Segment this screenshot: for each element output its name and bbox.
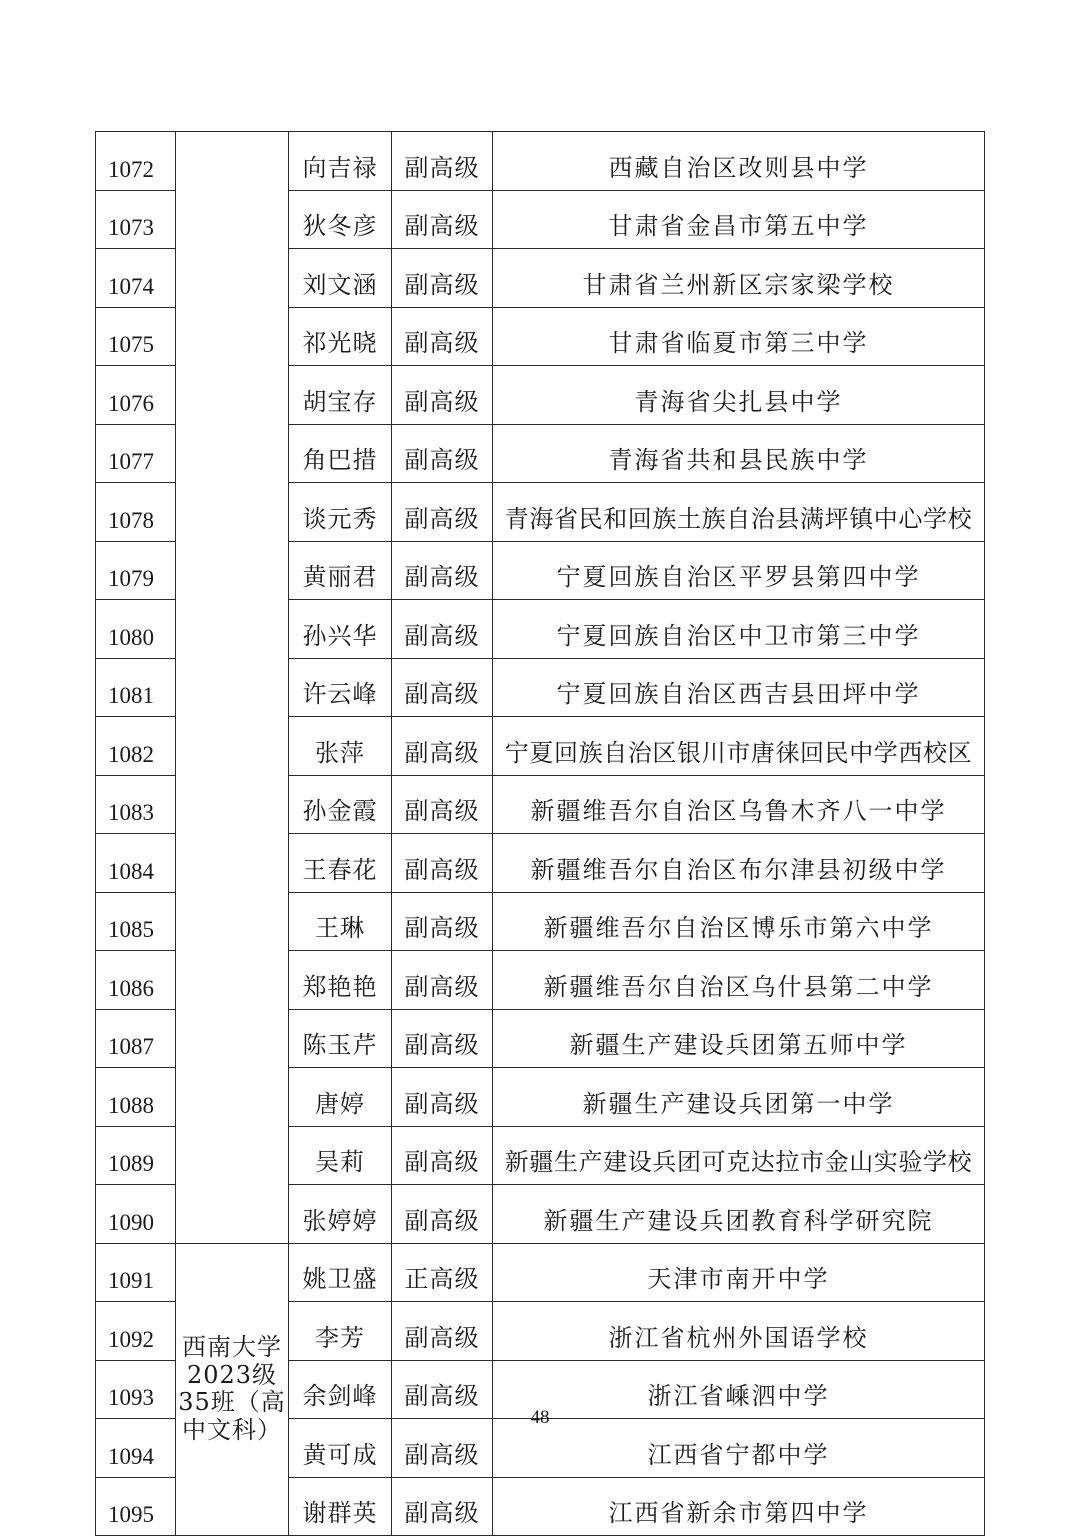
- school-name: 宁夏回族自治区平罗县第四中学: [493, 541, 985, 600]
- row-number: 1073: [96, 190, 176, 249]
- teacher-name: 谢群英: [289, 1477, 392, 1536]
- school-name: 新疆维吾尔自治区布尔津县初级中学: [493, 834, 985, 893]
- school-name: 新疆生产建设兵团第五师中学: [493, 1009, 985, 1068]
- teacher-name: 姚卫盛: [289, 1243, 392, 1302]
- professional-title: 副高级: [392, 483, 493, 542]
- class-group-cell: [176, 132, 289, 1244]
- professional-title: 副高级: [392, 1302, 493, 1361]
- teacher-name: 许云峰: [289, 658, 392, 717]
- row-number: 1091: [96, 1243, 176, 1302]
- school-name: 青海省民和回族土族自治县满坪镇中心学校: [493, 483, 985, 542]
- teacher-name: 向吉禄: [289, 132, 392, 191]
- school-name: 新疆维吾尔自治区乌什县第二中学: [493, 951, 985, 1010]
- teacher-name: 王琳: [289, 892, 392, 951]
- school-name: 青海省尖扎县中学: [493, 366, 985, 425]
- school-name: 宁夏回族自治区中卫市第三中学: [493, 600, 985, 659]
- professional-title: 副高级: [392, 132, 493, 191]
- school-name: 天津市南开中学: [493, 1243, 985, 1302]
- row-number: 1095: [96, 1477, 176, 1536]
- row-number: 1086: [96, 951, 176, 1010]
- teacher-name: 孙兴华: [289, 600, 392, 659]
- row-number: 1090: [96, 1185, 176, 1244]
- row-number: 1074: [96, 249, 176, 308]
- school-name: 甘肃省兰州新区宗家梁学校: [493, 249, 985, 308]
- teacher-name: 谈元秀: [289, 483, 392, 542]
- teacher-name: 张萍: [289, 717, 392, 776]
- teacher-name: 祁光晓: [289, 307, 392, 366]
- teacher-name: 郑艳艳: [289, 951, 392, 1010]
- row-number: 1084: [96, 834, 176, 893]
- roster-table: [95, 131, 985, 1536]
- professional-title: 副高级: [392, 892, 493, 951]
- class-group-cell: 西南大学2023级35班（高中文科）: [176, 1243, 289, 1536]
- professional-title: 副高级: [392, 366, 493, 425]
- row-number: 1089: [96, 1126, 176, 1185]
- school-name: 甘肃省临夏市第三中学: [493, 307, 985, 366]
- teacher-name: 吴莉: [289, 1126, 392, 1185]
- professional-title: 副高级: [392, 307, 493, 366]
- row-number: 1083: [96, 775, 176, 834]
- teacher-name: 陈玉芹: [289, 1009, 392, 1068]
- teacher-name: 王春花: [289, 834, 392, 893]
- teacher-name: 角巴措: [289, 424, 392, 483]
- school-name: 新疆生产建设兵团教育科学研究院: [493, 1185, 985, 1244]
- professional-title: 正高级: [392, 1243, 493, 1302]
- professional-title: 副高级: [392, 1009, 493, 1068]
- school-name: 新疆维吾尔自治区博乐市第六中学: [493, 892, 985, 951]
- teacher-name: 刘文涵: [289, 249, 392, 308]
- professional-title: 副高级: [392, 1185, 493, 1244]
- row-number: 1087: [96, 1009, 176, 1068]
- row-number: 1082: [96, 717, 176, 776]
- row-number: 1088: [96, 1068, 176, 1127]
- row-number: 1078: [96, 483, 176, 542]
- school-name: 江西省新余市第四中学: [493, 1477, 985, 1536]
- row-number: 1093: [96, 1360, 176, 1419]
- school-name: 新疆生产建设兵团可克达拉市金山实验学校: [493, 1126, 985, 1185]
- professional-title: 副高级: [392, 951, 493, 1010]
- row-number: 1081: [96, 658, 176, 717]
- school-name: 江西省宁都中学: [493, 1419, 985, 1478]
- teacher-name: 胡宝存: [289, 366, 392, 425]
- row-number: 1080: [96, 600, 176, 659]
- teacher-name: 黄可成: [289, 1419, 392, 1478]
- table-row: [96, 132, 985, 191]
- professional-title: 副高级: [392, 1477, 493, 1536]
- school-name: 宁夏回族自治区银川市唐徕回民中学西校区: [493, 717, 985, 776]
- professional-title: 副高级: [392, 424, 493, 483]
- teacher-name: 张婷婷: [289, 1185, 392, 1244]
- row-number: 1085: [96, 892, 176, 951]
- teacher-name: 余剑峰: [289, 1360, 392, 1419]
- school-name: 宁夏回族自治区西吉县田坪中学: [493, 658, 985, 717]
- school-name: 西藏自治区改则县中学: [493, 132, 985, 191]
- teacher-name: 黄丽君: [289, 541, 392, 600]
- teacher-name: 孙金霞: [289, 775, 392, 834]
- row-number: 1072: [96, 132, 176, 191]
- professional-title: 副高级: [392, 1126, 493, 1185]
- professional-title: 副高级: [392, 600, 493, 659]
- row-number: 1092: [96, 1302, 176, 1361]
- school-name: 浙江省杭州外国语学校: [493, 1302, 985, 1361]
- professional-title: 副高级: [392, 190, 493, 249]
- table-row: [96, 1243, 985, 1302]
- row-number: 1079: [96, 541, 176, 600]
- professional-title: 副高级: [392, 775, 493, 834]
- professional-title: 副高级: [392, 658, 493, 717]
- school-name: 新疆生产建设兵团第一中学: [493, 1068, 985, 1127]
- roster-body: [96, 132, 985, 1536]
- teacher-name: 唐婷: [289, 1068, 392, 1127]
- professional-title: 副高级: [392, 1360, 493, 1419]
- professional-title: 副高级: [392, 717, 493, 776]
- row-number: 1077: [96, 424, 176, 483]
- professional-title: 副高级: [392, 1068, 493, 1127]
- school-name: 青海省共和县民族中学: [493, 424, 985, 483]
- teacher-name: 狄冬彦: [289, 190, 392, 249]
- professional-title: 副高级: [392, 249, 493, 308]
- professional-title: 副高级: [392, 1419, 493, 1478]
- teacher-name: 李芳: [289, 1302, 392, 1361]
- school-name: 新疆维吾尔自治区乌鲁木齐八一中学: [493, 775, 985, 834]
- row-number: 1075: [96, 307, 176, 366]
- school-name: 浙江省嵊泗中学: [493, 1360, 985, 1419]
- school-name: 甘肃省金昌市第五中学: [493, 190, 985, 249]
- professional-title: 副高级: [392, 834, 493, 893]
- professional-title: 副高级: [392, 541, 493, 600]
- row-number: 1094: [96, 1419, 176, 1478]
- row-number: 1076: [96, 366, 176, 425]
- page-number: 48: [530, 1407, 550, 1428]
